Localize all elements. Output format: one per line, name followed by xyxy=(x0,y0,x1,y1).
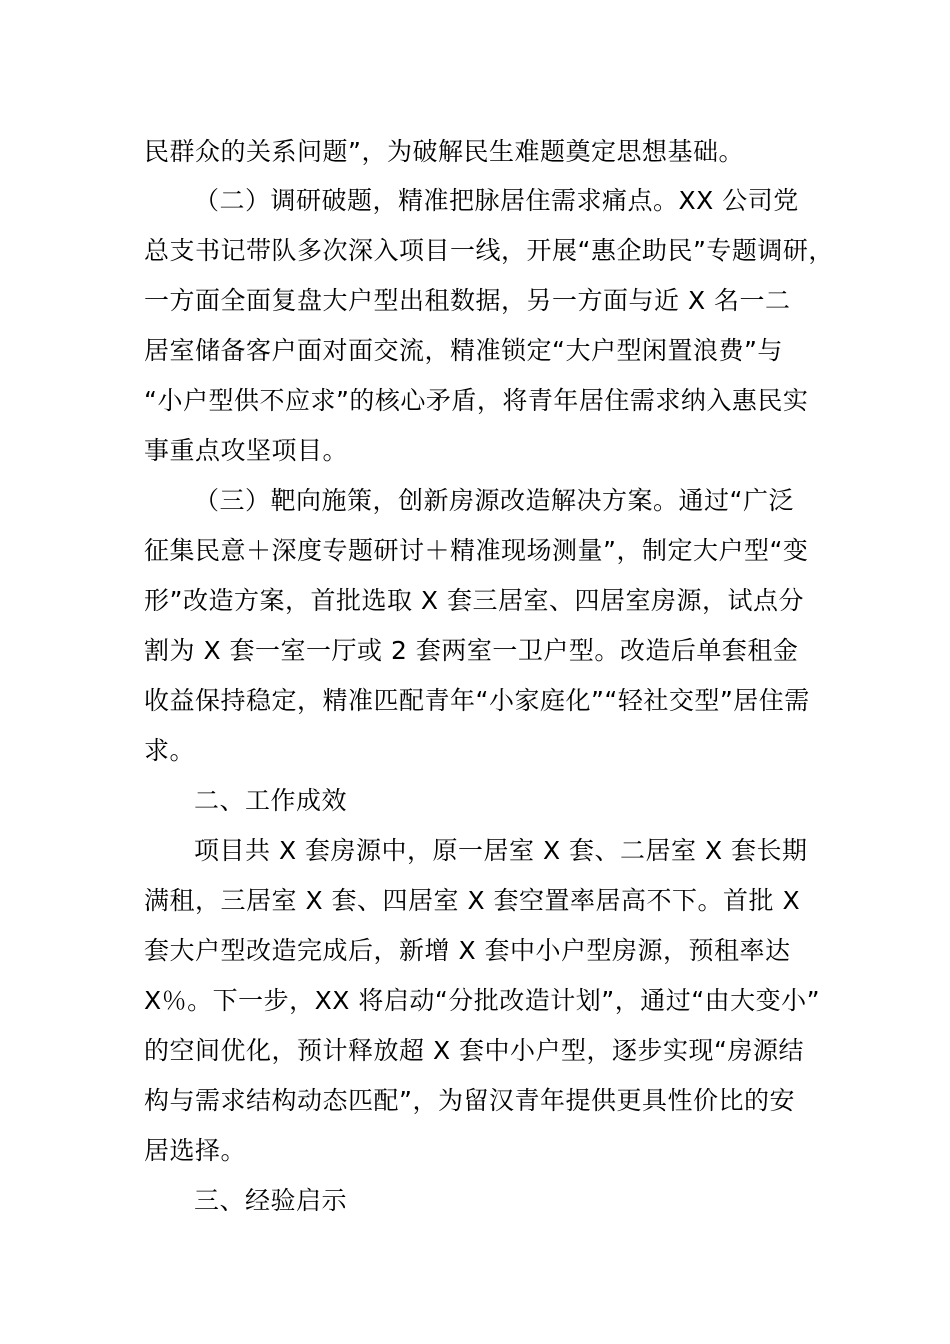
text-line: 征集民意＋深度专题研讨＋精准现场测量”，制定大户型“变 xyxy=(144,536,809,565)
text-line: X％。下一步，XX 将启动“分批改造计划”，通过“由大变小” xyxy=(144,986,821,1015)
text-line: 收益保持稳定，精准匹配青年“小家庭化”“轻社交型”居住需 xyxy=(144,686,810,715)
text-line: 套大户型改造完成后，新增 X 套中小户型房源，预租率达 xyxy=(144,936,791,965)
text-line: 一方面全面复盘大户型出租数据，另一方面与近 X 名一二 xyxy=(144,286,791,315)
section-heading-lessons: 三、经验启示 xyxy=(194,1186,348,1215)
text-line: 构与需求结构动态匹配”，为留汉青年提供更具性价比的安 xyxy=(144,1086,795,1115)
text-line: 居室储备客户面对面交流，精准锁定“大户型闲置浪费”与 xyxy=(144,336,783,365)
section-heading-results: 二、工作成效 xyxy=(194,786,348,815)
text-line: 项目共 X 套房源中，原一居室 X 套、二居室 X 套长期 xyxy=(194,836,808,865)
text-line: 满租，三居室 X 套、四居室 X 套空置率居高不下。首批 X xyxy=(144,886,801,915)
text-line: 总支书记带队多次深入项目一线，开展“惠企助民”专题调研， xyxy=(144,236,834,265)
text-line: 的空间优化，预计释放超 X 套中小户型，逐步实现“房源结 xyxy=(144,1036,804,1065)
text-line: 居选择。 xyxy=(144,1136,247,1165)
text-line: 求。 xyxy=(144,736,196,765)
section-heading-investigation: （二）调研破题，精准把脉居住需求痛点。XX 公司党 xyxy=(194,186,799,215)
text-line: “小户型供不应求”的核心矛盾，将青年居住需求纳入惠民实 xyxy=(144,386,809,415)
text-line: 事重点攻坚项目。 xyxy=(144,436,349,465)
text-line: 割为 X 套一室一厅或 2 套两室一卫户型。改造后单套租金 xyxy=(144,636,799,665)
section-heading-solution: （三）靶向施策，创新房源改造解决方案。通过“广泛 xyxy=(194,486,794,515)
text-line: 形”改造方案，首批选取 X 套三居室、四居室房源，试点分 xyxy=(144,586,804,615)
text-line: 民群众的关系问题”，为破解民生难题奠定思想基础。 xyxy=(144,137,744,166)
